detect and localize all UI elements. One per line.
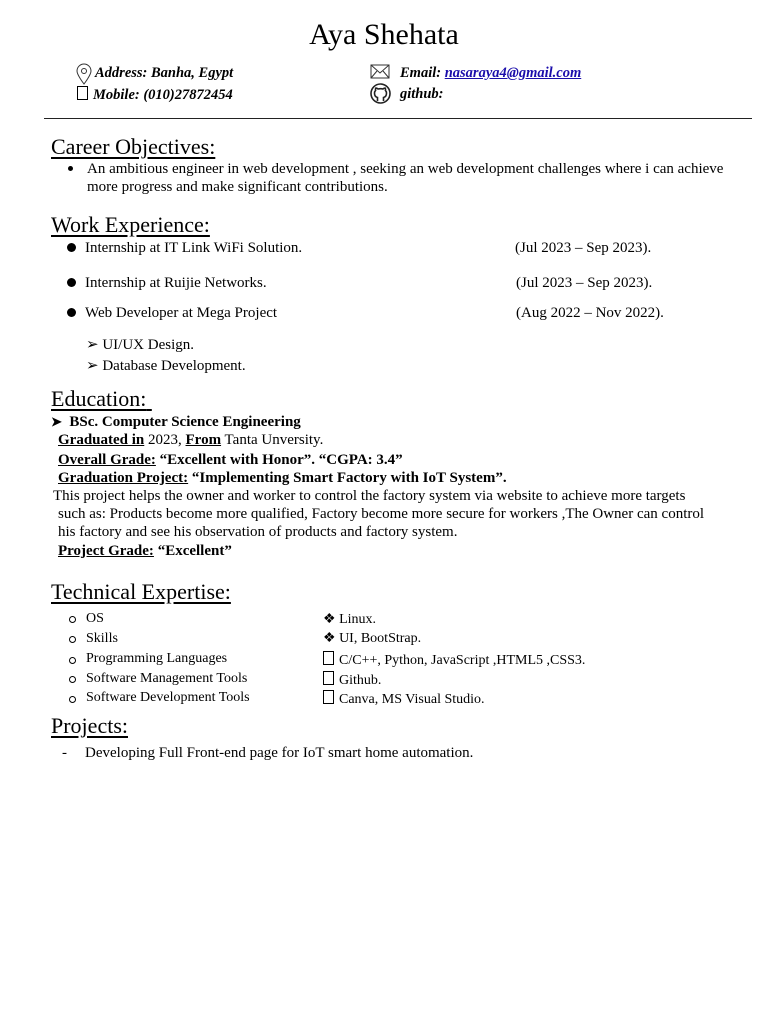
career-line-2: more progress and make significant contributions.	[87, 179, 388, 195]
project-grade-label: Project Grade:	[58, 543, 154, 559]
project-value: “Implementing Smart Factory with IoT System”.	[188, 470, 507, 486]
work-item-title: Internship at IT Link WiFi Solution.	[85, 240, 303, 256]
arrow-icon: ➢	[86, 337, 99, 353]
circle-bullet	[69, 636, 76, 643]
work-sub-item	[86, 356, 246, 375]
missing-glyph-icon	[323, 690, 334, 704]
arrow-icon: ➢	[86, 358, 99, 374]
work-bullet	[67, 243, 76, 252]
grade-label: Overall Grade:	[58, 452, 156, 468]
degree-text: BSc. Computer Science Engineering	[69, 414, 301, 430]
circle-bullet	[69, 676, 76, 683]
graduation-project-line	[58, 470, 507, 487]
missing-glyph-icon	[323, 671, 334, 685]
graduated-year: 2023,	[144, 432, 186, 448]
tech-value-text: Github.	[339, 673, 382, 688]
address-line: Address: Banha, Egypt	[95, 65, 234, 81]
github-icon	[370, 83, 391, 104]
tech-value	[323, 690, 485, 708]
work-bullet	[67, 308, 76, 317]
phone-icon	[77, 86, 88, 100]
tech-value-text: UI, BootStrap.	[339, 631, 422, 646]
tech-value	[323, 651, 585, 669]
project-label: Graduation Project:	[58, 470, 189, 486]
project-grade-line	[58, 543, 232, 560]
project-grade-value: “Excellent”	[153, 543, 232, 559]
work-bullet	[67, 278, 76, 287]
work-sub-item-text: Database Development.	[102, 358, 246, 374]
university-name: Tanta Unversity.	[221, 432, 324, 448]
work-heading: Work Experience:	[51, 212, 210, 237]
email-line	[400, 65, 581, 82]
header-divider	[44, 118, 752, 119]
work-item-title: Web Developer at Mega Project	[85, 305, 278, 321]
project-item: Developing Full Front-end page for IoT smart home automation.	[85, 745, 474, 761]
project-description-1: This project helps the owner and worker to control the factory system via website to achieve more targets	[53, 488, 686, 504]
missing-glyph-icon	[323, 651, 334, 665]
career-heading: Career Objectives:	[51, 134, 216, 159]
career-bullet	[68, 166, 73, 171]
project-description-3: his factory and see his observation of products and factory system.	[58, 524, 458, 540]
mobile-text: Mobile: (010)27872454	[93, 87, 233, 103]
circle-bullet	[69, 657, 76, 664]
tech-label: OS	[86, 611, 104, 626]
graduated-label: Graduated in	[58, 432, 145, 448]
circle-bullet	[69, 616, 76, 623]
resume-name: Aya Shehata	[309, 18, 459, 51]
tech-label: Software Management Tools	[86, 671, 248, 686]
tech-label: Skills	[86, 631, 118, 646]
grade-line	[58, 452, 403, 469]
grade-value: “Excellent with Honor”. “CGPA: 3.4”	[155, 452, 403, 468]
tech-value	[323, 630, 421, 647]
envelope-icon	[370, 64, 390, 79]
education-heading-text: Education:	[51, 386, 147, 411]
arrowhead-icon: ➤	[51, 414, 62, 429]
email-link[interactable]: nasaraya4@gmail.com	[444, 65, 582, 81]
work-item-title: Internship at Ruijie Networks.	[85, 275, 267, 291]
career-line-1: An ambitious engineer in web development , seeking an web development challenges where i can achieve	[87, 161, 724, 177]
dash-bullet: -	[62, 745, 67, 761]
tech-value	[323, 611, 376, 628]
work-sub-item	[86, 335, 194, 354]
projects-heading: Projects:	[51, 713, 128, 738]
tech-value	[323, 671, 381, 689]
technical-heading: Technical Expertise:	[51, 579, 231, 604]
circle-bullet	[69, 696, 76, 703]
project-description-2: such as: Products become more qualified, Factory become more secure for workers ,The Owner can control	[58, 506, 705, 522]
location-pin-icon	[75, 63, 93, 85]
graduated-line	[58, 432, 323, 449]
education-heading-underline-tail	[146, 386, 176, 412]
education-heading	[51, 386, 176, 412]
tech-value-text: Linux.	[339, 612, 377, 627]
tech-label: Programming Languages	[86, 651, 228, 666]
diamond-bullet-icon: ❖	[323, 612, 336, 627]
diamond-bullet-icon: ❖	[323, 631, 336, 646]
mobile-line	[77, 86, 233, 104]
from-label: From	[185, 432, 222, 448]
email-label: Email:	[400, 65, 445, 81]
work-sub-item-text: UI/UX Design.	[102, 337, 194, 353]
work-item-date: (Jul 2023 – Sep 2023).	[515, 240, 652, 256]
degree-line	[51, 414, 301, 431]
work-item-date: (Jul 2023 – Sep 2023).	[516, 275, 653, 291]
work-item-date: (Aug 2022 – Nov 2022).	[516, 305, 664, 321]
tech-value-text: C/C++, Python, JavaScript ,HTML5 ,CSS3.	[339, 653, 586, 668]
tech-value-text: Canva, MS Visual Studio.	[339, 692, 485, 707]
tech-label: Software Development Tools	[86, 690, 250, 705]
github-line: github:	[400, 86, 444, 102]
